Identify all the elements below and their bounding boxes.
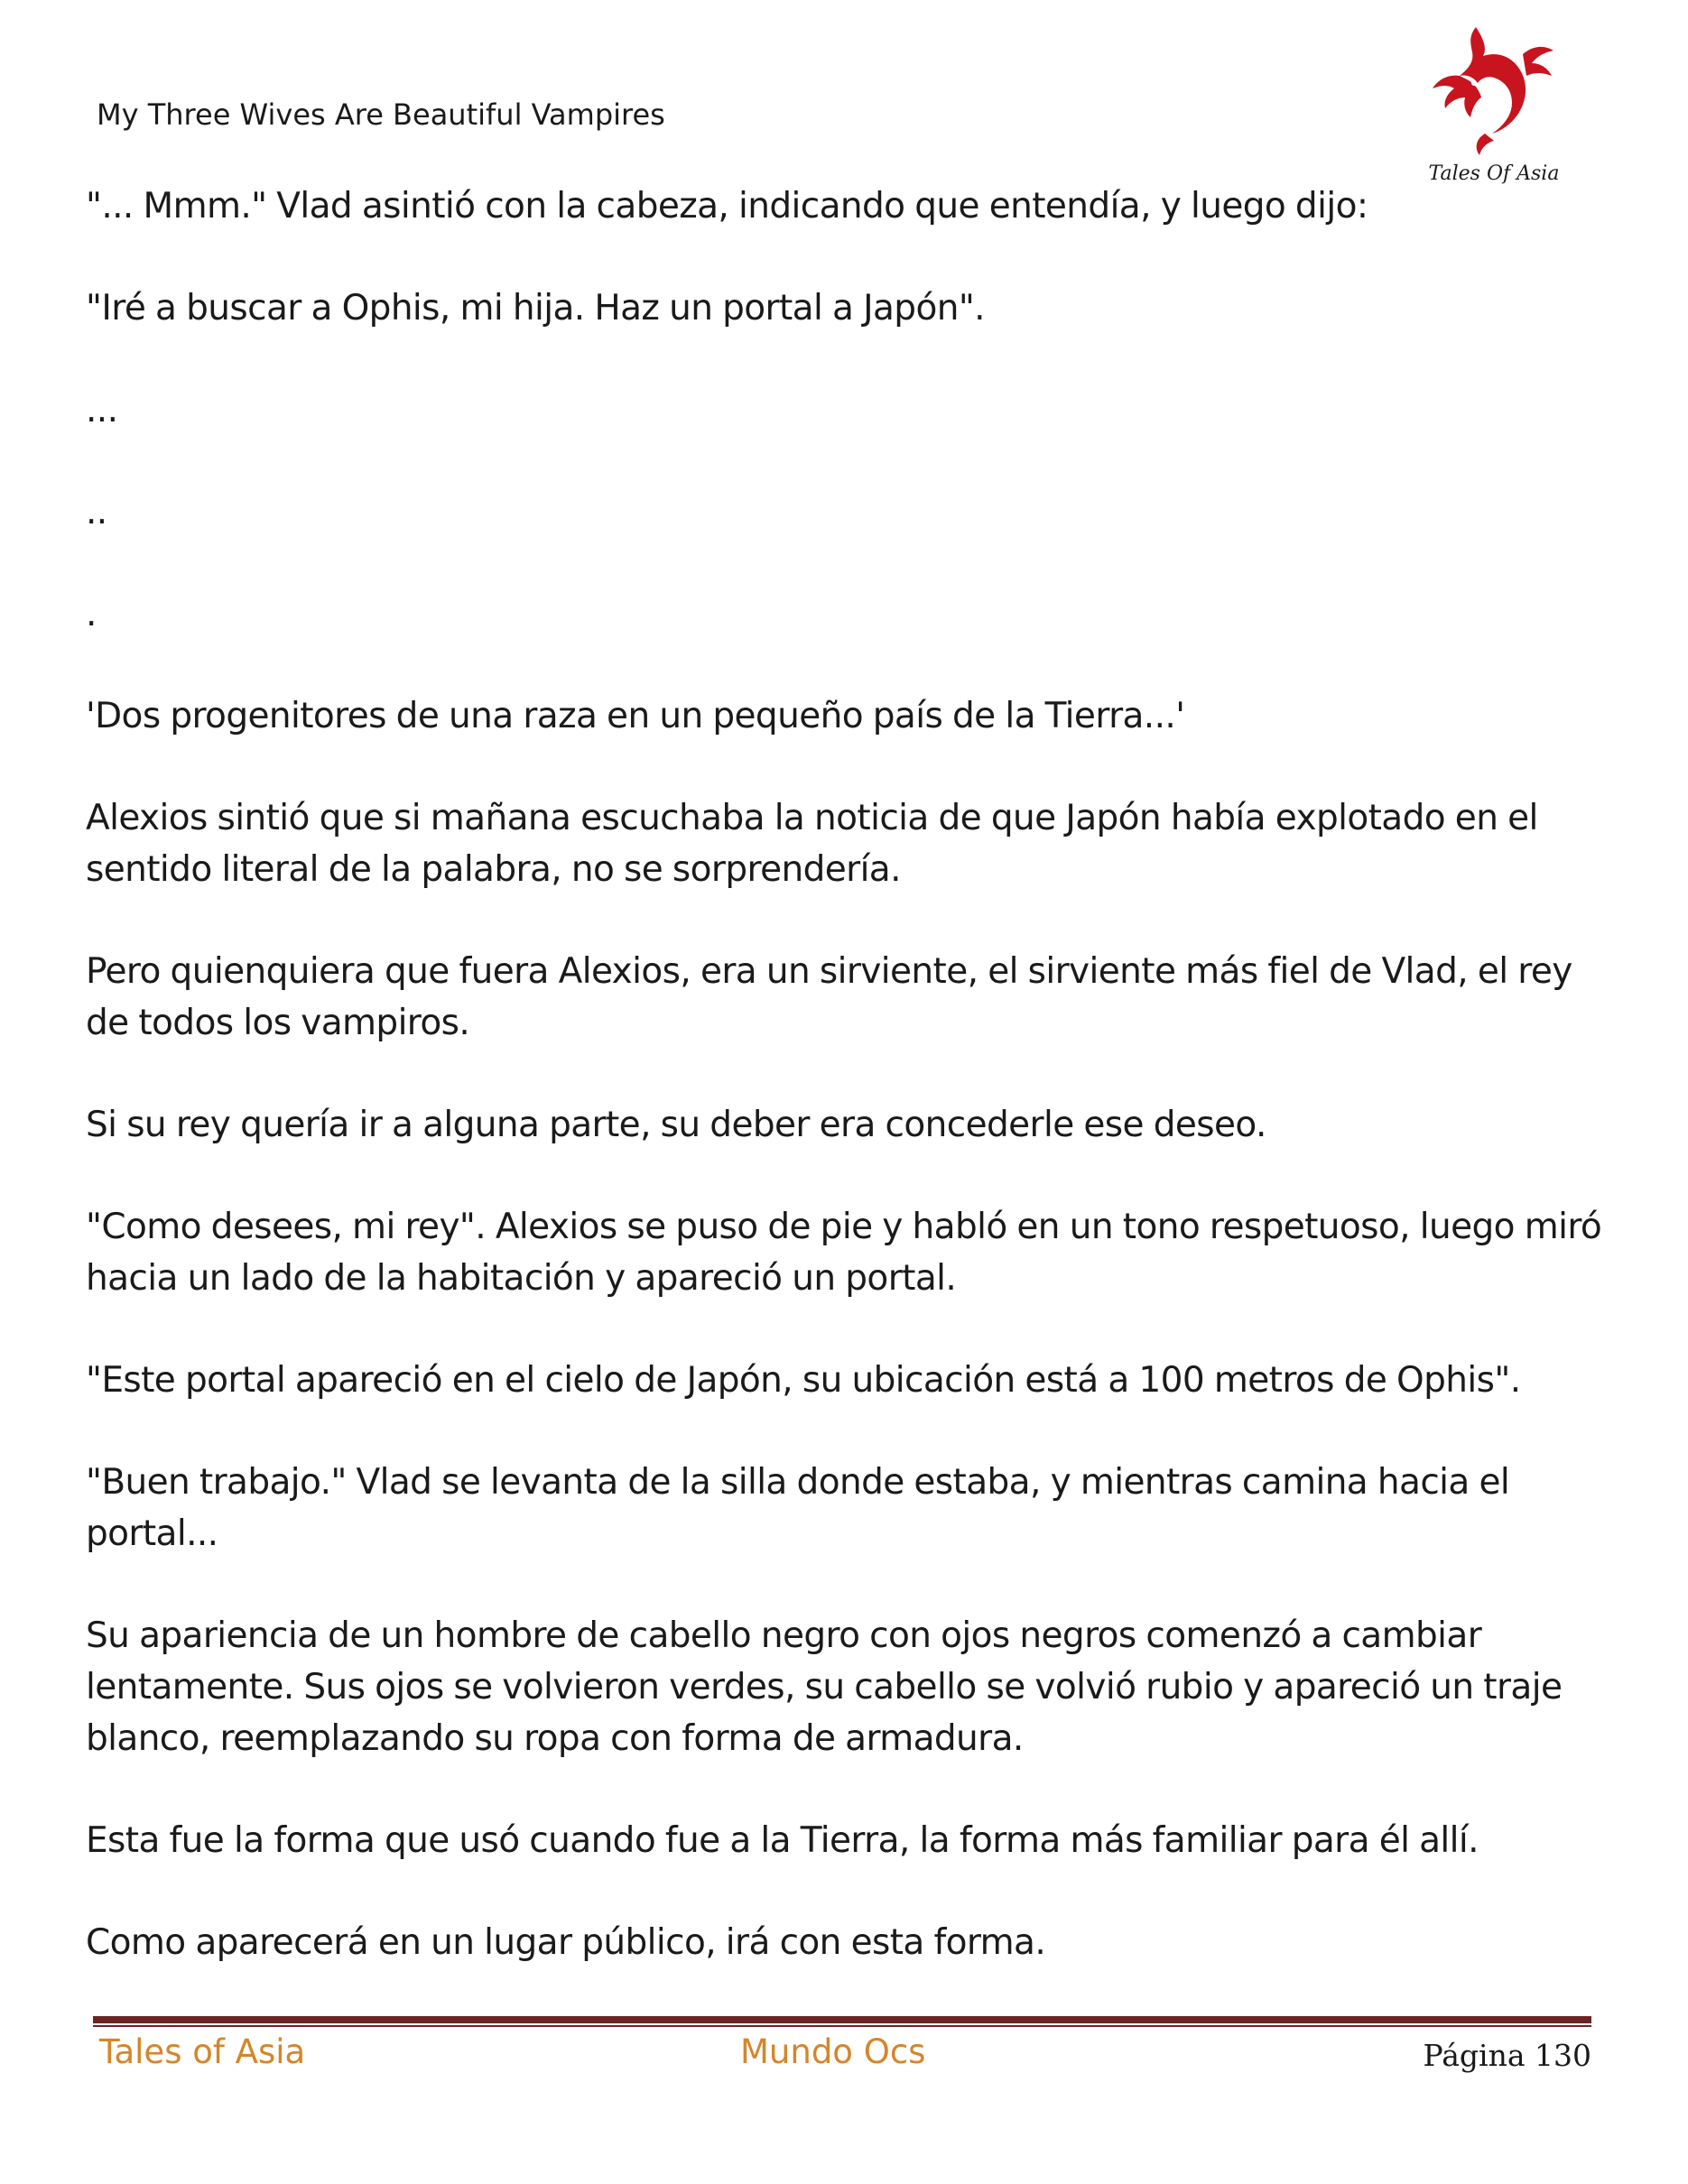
ellipsis-line: . [86, 594, 97, 634]
ellipsis-line: ... [86, 390, 118, 430]
document-header-title: My Three Wives Are Beautiful Vampires [97, 97, 665, 132]
paragraph: 'Dos progenitores de una raza en un pequeño país de la Tierra...' [86, 696, 1185, 736]
footer-section-name: Mundo Ocs [740, 2032, 926, 2071]
paragraph: Su apariencia de un hombre de cabello negro con ojos negros comenzó a cambiar lentamente. Sus ojos se volvieron verdes, su cabello se volvió rubio y apareció un traje blanco, reemplazando su ropa con forma de armadura. [86, 1615, 1563, 1759]
paragraph: "Iré a buscar a Ophis, mi hija. Haz un portal a Japón". [86, 288, 985, 329]
paragraph: Pero quienquiera que fuera Alexios, era un sirviente, el sirviente más fiel de Vlad, el rey de todos los vampiros. [86, 951, 1572, 1043]
paragraph: Esta fue la forma que usó cuando fue a la Tierra, la forma más familiar para él allí. [86, 1820, 1479, 1861]
paragraph: "Como desees, mi rey". Alexios se puso de pie y habló en un tono respetuoso, luego miró hacia un lado de la habitación y apareció un portal. [86, 1207, 1602, 1299]
paragraph: "Este portal apareció en el cielo de Japón, su ubicación está a 100 metros de Ophis". [86, 1360, 1521, 1401]
dragon-icon [1422, 18, 1566, 162]
paragraph: Como aparecerá en un lugar público, irá con esta forma. [86, 1922, 1046, 1963]
page-number: Página 130 [1423, 2038, 1591, 2073]
paragraph: "Buen trabajo." Vlad se levanta de la silla donde estaba, y mientras camina hacia el portal... [86, 1462, 1510, 1554]
tales-of-asia-logo [1422, 18, 1566, 185]
paragraph: "... Mmm." Vlad asintió con la cabeza, indicando que entendía, y luego dijo: [86, 186, 1368, 227]
paragraph: Si su rey quería ir a alguna parte, su deber era concederle ese deseo. [86, 1105, 1266, 1145]
footer-divider [93, 2016, 1591, 2029]
ellipsis-line: .. [86, 492, 107, 532]
chapter-body [86, 180, 1620, 2019]
paragraph: Alexios sintió que si mañana escuchaba la noticia de que Japón había explotado en el sentido literal de la palabra, no se sorprendería. [86, 798, 1538, 890]
logo-caption: Tales Of Asia [1428, 162, 1560, 185]
footer-site-name: Tales of Asia [99, 2032, 306, 2071]
